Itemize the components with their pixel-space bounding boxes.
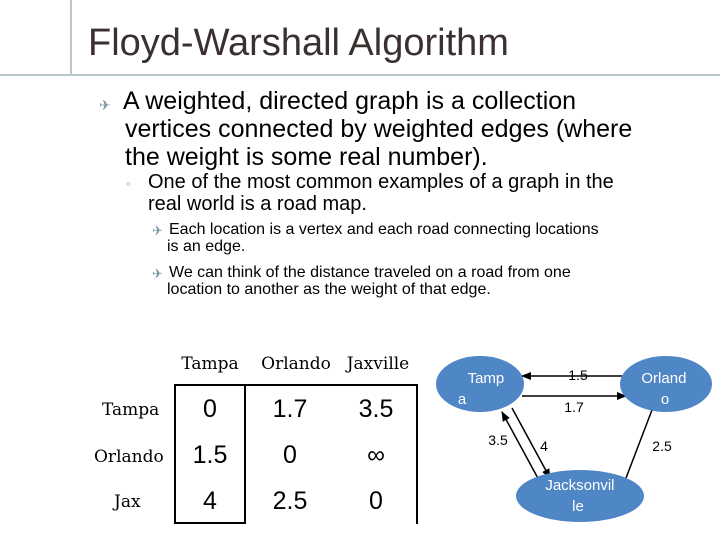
matrix-cell: 1.7 bbox=[272, 395, 308, 423]
row-header: Orlando bbox=[94, 447, 164, 467]
bullet-line: Each location is a vertex and each road connecting locations bbox=[169, 221, 599, 238]
column-header: Tampa bbox=[181, 354, 239, 374]
matrix-cell: 1.5 bbox=[192, 441, 228, 469]
circle-bullet-icon: ◦ bbox=[126, 176, 131, 191]
bullet-line: real world is a road map. bbox=[148, 193, 367, 215]
bullet-glyph-icon: ✈ bbox=[99, 97, 111, 113]
column-header: Orlando bbox=[261, 354, 331, 374]
edge-label: 4 bbox=[540, 438, 548, 454]
matrix-cell: 2.5 bbox=[272, 487, 308, 515]
row-header: Jax bbox=[114, 492, 141, 512]
row-header: Tampa bbox=[102, 400, 160, 420]
bullet-line: the weight is some real number). bbox=[125, 143, 488, 171]
matrix-cell: 4 bbox=[203, 487, 217, 515]
bullet-line: We can think of the distance traveled on a road from one bbox=[169, 264, 571, 281]
matrix-cell: 3.5 bbox=[358, 395, 394, 423]
bullet-glyph-icon: ✈ bbox=[152, 266, 163, 281]
edge-orlando-jax bbox=[626, 410, 652, 478]
edge-label: 1.5 bbox=[568, 367, 588, 383]
edge-label: 2.5 bbox=[652, 438, 672, 454]
bullet-line: One of the most common examples of a graph in the bbox=[148, 171, 614, 193]
bullet-line: A weighted, directed graph is a collection bbox=[123, 87, 577, 115]
matrix-cell: ∞ bbox=[367, 441, 385, 469]
node-label-tampa: Tamp a bbox=[457, 370, 505, 408]
bullet-glyph-icon: ✈ bbox=[152, 223, 163, 238]
node-label-orlando: Orland o bbox=[641, 370, 687, 408]
matrix-cell: 0 bbox=[283, 441, 297, 469]
bullet-line: is an edge. bbox=[167, 238, 246, 255]
edge-label: 3.5 bbox=[488, 432, 508, 448]
matrix-cell: 0 bbox=[369, 487, 383, 515]
edge-label: 1.7 bbox=[564, 399, 584, 415]
bullet-line: vertices connected by weighted edges (where bbox=[125, 115, 633, 143]
node-label-jacksonville: Jacksonvil le bbox=[545, 477, 615, 515]
bullet-line: location to another as the weight of that edge. bbox=[167, 281, 491, 298]
matrix-cell: 0 bbox=[203, 395, 217, 423]
slide-title: Floyd-Warshall Algorithm bbox=[88, 22, 509, 64]
column-header: Jaxville bbox=[346, 354, 410, 374]
